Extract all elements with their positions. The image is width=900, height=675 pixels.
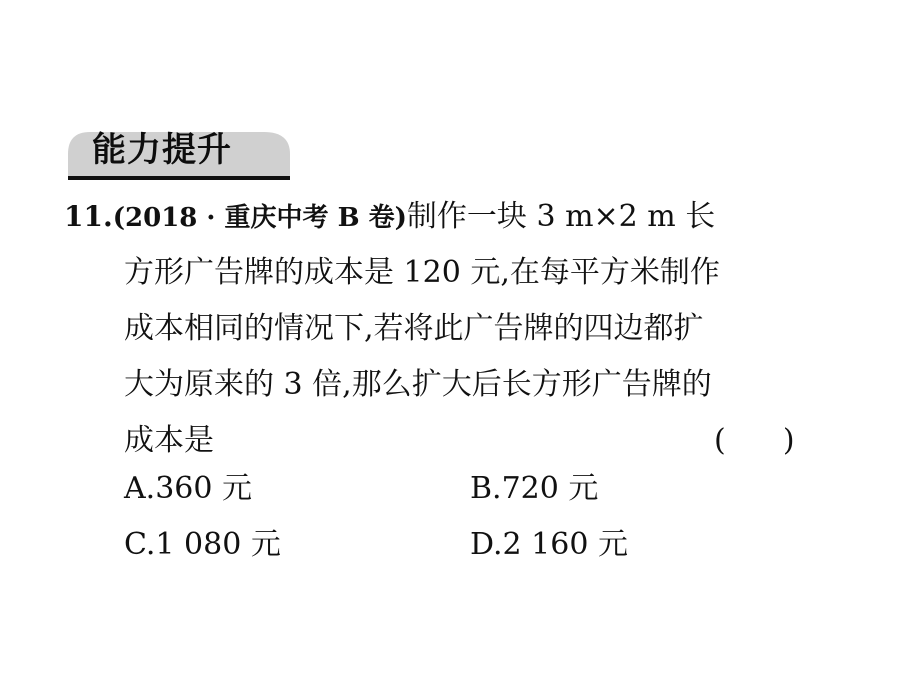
option-b-label: B.: [470, 471, 502, 506]
section-title: 能力提升: [92, 130, 232, 170]
option-b: [470, 462, 598, 516]
option-a: [124, 462, 252, 516]
option-c-text: 1 080 元: [155, 527, 281, 562]
question-line-3: 成本相同的情况下,若将此广告牌的四边都扩: [124, 311, 704, 346]
answer-bracket: ( ): [714, 423, 795, 458]
question-source: (2018 · 重庆中考 B 卷): [112, 203, 407, 233]
section-banner: [68, 118, 290, 180]
question-line-5: 成本是: [124, 423, 214, 458]
option-a-label: A.: [124, 471, 156, 506]
option-d: [470, 518, 628, 572]
question-text-1: 制作一块 3 m×2 m 长: [406, 199, 716, 234]
question-line-4: 大为原来的 3 倍,那么扩大后长方形广告牌的: [124, 367, 712, 402]
option-b-text: 720 元: [501, 471, 599, 506]
question-line-1: [64, 190, 715, 244]
option-c-label: C.: [124, 527, 156, 562]
question-line-2: 方形广告牌的成本是 120 元,在每平方米制作: [124, 255, 720, 290]
option-d-label: D.: [470, 527, 503, 562]
option-c: [124, 518, 281, 572]
option-d-text: 2 160 元: [502, 527, 628, 562]
question-number: 11.: [64, 200, 113, 233]
option-a-text: 360 元: [155, 471, 252, 506]
